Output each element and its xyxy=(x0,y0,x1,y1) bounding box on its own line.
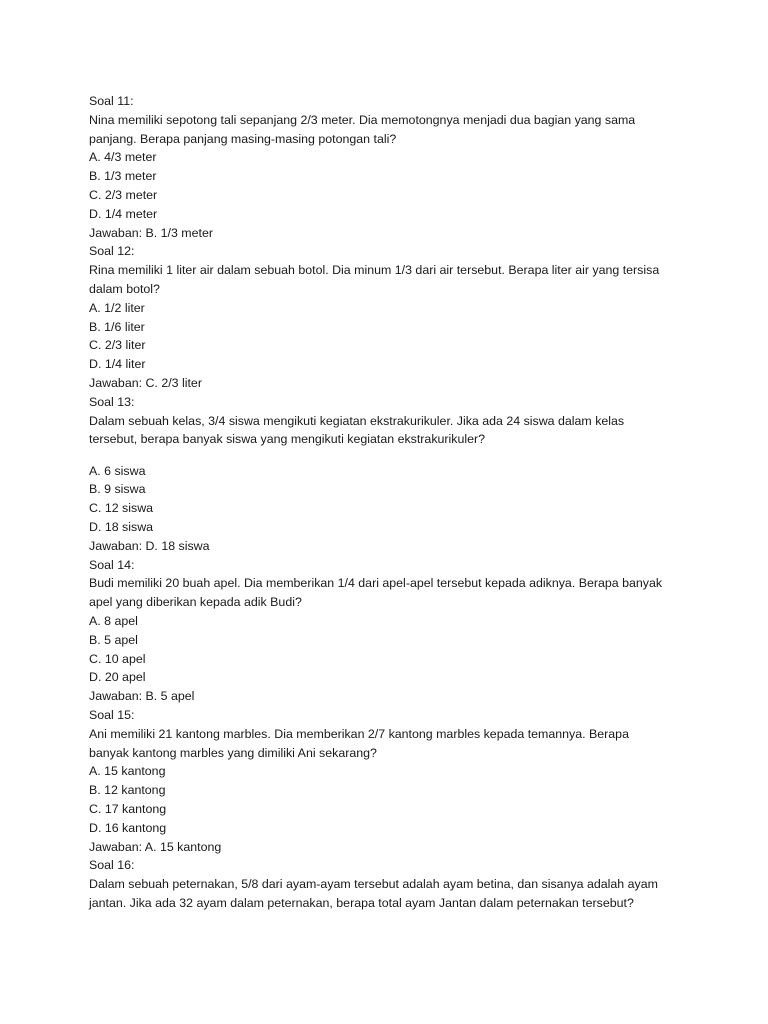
question-text: jantan. Jika ada 32 ayam dalam peternakan, berapa total ayam Jantan dalam peternakan tersebut? xyxy=(89,895,634,910)
answer-option: D. 16 kantong xyxy=(89,820,167,835)
question-text: apel yang diberikan kepada adik Budi? xyxy=(89,595,302,610)
answer-option: D. 1/4 liter xyxy=(89,357,146,372)
answer-option: C. 12 siswa xyxy=(89,501,154,516)
answer-option: D. 20 apel xyxy=(89,670,146,685)
answer-option: A. 15 kantong xyxy=(89,764,166,779)
question-text: panjang. Berapa panjang masing-masing potongan tali? xyxy=(89,131,397,146)
answer-option: C. 2/3 meter xyxy=(89,187,158,202)
question-text: tersebut, berapa banyak siswa yang mengikuti kegiatan ekstrakurikuler? xyxy=(89,432,486,447)
answer-option: B. 12 kantong xyxy=(89,783,166,798)
answer-option: B. 9 siswa xyxy=(89,482,146,497)
question-heading: Soal 15: xyxy=(89,708,135,722)
question-text: Nina memiliki sepotong tali sepanjang 2/3 meter. Dia memotongnya menjadi dua bagian yang sama xyxy=(89,112,636,127)
question-text: Dalam sebuah peternakan, 5/8 dari ayam-ayam tersebut adalah ayam betina, dan sisanya adalah ayam xyxy=(89,877,658,892)
answer-key: Jawaban: B. 1/3 meter xyxy=(89,225,213,240)
question-text: Rina memiliki 1 liter air dalam sebuah botol. Dia minum 1/3 dari air tersebut. Berapa liter air yang tersisa xyxy=(89,263,660,278)
answer-option: A. 4/3 meter xyxy=(89,150,157,165)
answer-option: D. 18 siswa xyxy=(89,520,154,535)
question-heading: Soal 12: xyxy=(89,244,135,259)
question-heading: Soal 14: xyxy=(89,557,135,572)
answer-option: A. 6 siswa xyxy=(89,463,146,478)
answer-option: C. 17 kantong xyxy=(89,801,167,816)
answer-key: Jawaban: C. 2/3 liter xyxy=(89,375,202,390)
document-page xyxy=(89,92,689,913)
blank-line xyxy=(89,449,689,462)
question-text: banyak kantong marbles yang dimiliki Ani sekarang? xyxy=(89,745,377,760)
question-heading: Soal 13: xyxy=(89,394,135,409)
question-text: Dalam sebuah kelas, 3/4 siswa mengikuti kegiatan ekstrakurikuler. Jika ada 24 siswa dalam kelas xyxy=(89,413,625,428)
answer-option: B. 1/6 liter xyxy=(89,319,145,334)
answer-key: Jawaban: A. 15 kantong xyxy=(89,839,222,854)
question-heading: Soal 11: xyxy=(89,94,134,108)
question-text: dalam botol? xyxy=(89,281,160,296)
answer-option: D. 1/4 meter xyxy=(89,206,158,221)
answer-key: Jawaban: B. 5 apel xyxy=(89,689,195,704)
question-text: Ani memiliki 21 kantong marbles. Dia memberikan 2/7 kantong marbles kepada temannya. Berapa xyxy=(89,726,629,741)
answer-option: A. 1/2 liter xyxy=(89,300,145,315)
question-text: Budi memiliki 20 buah apel. Dia memberikan 1/4 dari apel-apel tersebut kepada adiknya. Berapa banyak xyxy=(89,576,663,591)
answer-option: B. 1/3 meter xyxy=(89,169,157,184)
answer-option: A. 8 apel xyxy=(89,614,138,629)
answer-option: C. 10 apel xyxy=(89,651,146,666)
answer-key: Jawaban: D. 18 siswa xyxy=(89,538,210,553)
answer-option: B. 5 apel xyxy=(89,632,138,647)
answer-option: C. 2/3 liter xyxy=(89,338,146,353)
question-heading: Soal 16: xyxy=(89,858,135,873)
